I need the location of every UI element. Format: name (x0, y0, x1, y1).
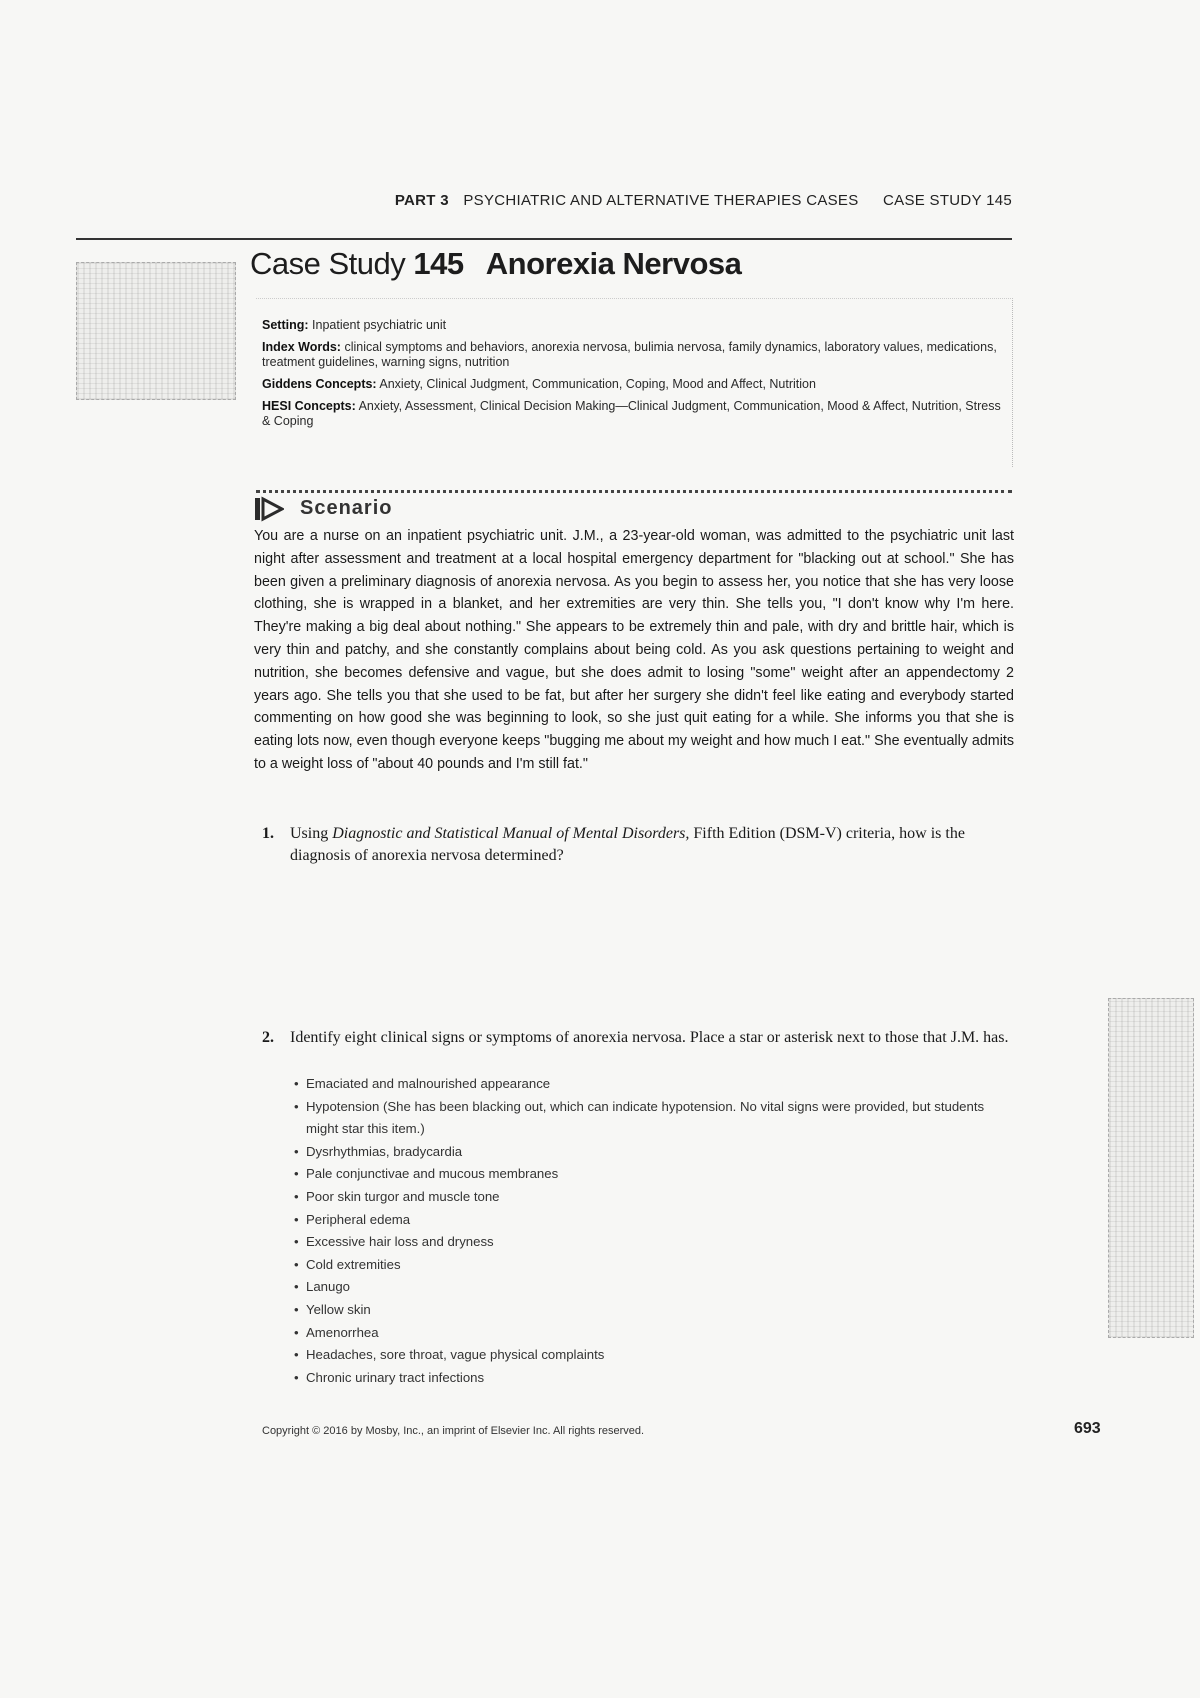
meta-index-words (262, 340, 1002, 370)
scenario-heading: Scenario (300, 497, 393, 519)
meta-giddens-label: Giddens Concepts: (262, 377, 377, 391)
play-arrow-icon (254, 496, 284, 522)
meta-index-words-value: clinical symptoms and behaviors, anorexia nervosa, bulimia nervosa, family dynamics, laboratory values, medications, treatment guidelines, warning signs, nutrition (262, 340, 997, 369)
copyright-notice: Copyright © 2016 by Mosby, Inc., an imprint of Elsevier Inc. All rights reserved. (262, 1425, 645, 1437)
answer-item: • Emaciated and malnourished appearance (294, 1073, 994, 1096)
answer-list (294, 1073, 994, 1389)
answer-item: • Poor skin turgor and muscle tone (294, 1186, 994, 1209)
question-2 (262, 1027, 1022, 1049)
running-header-case-label: CASE STUDY 145 (883, 192, 1012, 209)
title-number: 145 (413, 246, 464, 281)
answer-item: • Amenorrhea (294, 1322, 994, 1345)
running-header-part-title: PSYCHIATRIC AND ALTERNATIVE THERAPIES CASES (463, 192, 859, 209)
scenario-text: You are a nurse on an inpatient psychiatric unit. J.M., a 23-year-old woman, was admitted to the psychiatric unit last night after assessment and treatment at a local hospital emergency department for "blacking out at school." She has been given a preliminary diagnosis of anorexia nervosa. As you begin to assess her, you notice that she has very loose clothing, she is wrapped in a blanket, and her extremities are very thin. She tells you, "I don't know why I'm here. They're making a big deal about nothing." She appears to be extremely thin and pale, with dry and brittle hair, which is very thin and patchy, and she constantly complains about being cold. As you ask questions pertaining to weight and nutrition, she becomes defensive and vague, but she does admit to losing "some" weight after an appendectomy 2 years ago. She tells you that she used to be fat, but after her surgery she didn't feel like eating and everybody started commenting on how good she was beginning to look, so she just quit eating for a while. She informs you that she is eating lots now, even though everyone keeps "bugging me about my weight and how much I eat." She eventually admits to a weight loss of "about 40 pounds and I'm still fat." (254, 528, 1014, 772)
meta-hesi-value: Anxiety, Assessment, Clinical Decision Making—Clinical Judgment, Communication, Mood & Affect, Nutrition, Stress & Coping (262, 399, 1001, 428)
header-divider (76, 238, 1012, 240)
meta-hesi-label: HESI Concepts: (262, 399, 356, 413)
question-2-text: Identify eight clinical signs or symptoms of anorexia nervosa. Place a star or asterisk next to those that J.M. has. (290, 1029, 1009, 1046)
decorative-texture-right (1108, 998, 1194, 1338)
answer-item: • Peripheral edema (294, 1209, 994, 1232)
running-header-part: PART 3 (394, 192, 449, 209)
meta-giddens (262, 377, 1002, 392)
meta-setting-label: Setting: (262, 318, 309, 332)
answer-item: • Lanugo (294, 1276, 994, 1299)
answer-item: • Cold extremities (294, 1254, 994, 1277)
answer-item: • Chronic urinary tract infections (294, 1367, 994, 1390)
meta-hesi (262, 399, 1002, 429)
scenario-divider (256, 490, 1012, 493)
answer-item: • Pale conjunctivae and mucous membranes (294, 1163, 994, 1186)
answer-item: • Yellow skin (294, 1299, 994, 1322)
title-topic: Anorexia Nervosa (485, 246, 742, 281)
answer-item: • Headaches, sore throat, vague physical complaints (294, 1344, 994, 1367)
answer-item: • Dysrhythmias, bradycardia (294, 1141, 994, 1164)
meta-setting (262, 318, 1002, 333)
question-1 (262, 823, 1022, 867)
answer-item: • Hypotension (She has been blacking out, which can indicate hypotension. No vital signs were provided, but students might star this item.) (294, 1096, 994, 1141)
question-1-manual-title: Diagnostic and Statistical Manual of Mental Disorders, (332, 825, 690, 842)
question-1-text-before: Using (290, 825, 333, 842)
meta-giddens-value: Anxiety, Clinical Judgment, Communication, Coping, Mood and Affect, Nutrition (379, 377, 816, 391)
title-prefix: Case Study (250, 246, 406, 281)
question-1-number: 1. (262, 825, 274, 842)
page-number: 693 (1074, 1420, 1101, 1437)
question-2-number: 2. (262, 1029, 274, 1046)
running-header (250, 192, 1012, 209)
decorative-texture-left (76, 262, 236, 400)
page-title (250, 246, 741, 282)
answer-item: • Excessive hair loss and dryness (294, 1231, 994, 1254)
meta-setting-value: Inpatient psychiatric unit (312, 318, 447, 332)
question-1-text (290, 823, 1022, 867)
meta-index-words-label: Index Words: (262, 340, 341, 354)
question-1-text-after: Fifth Edition (DSM-V) criteria, how is the diagnosis of anorexia nervosa determined? (290, 825, 965, 864)
